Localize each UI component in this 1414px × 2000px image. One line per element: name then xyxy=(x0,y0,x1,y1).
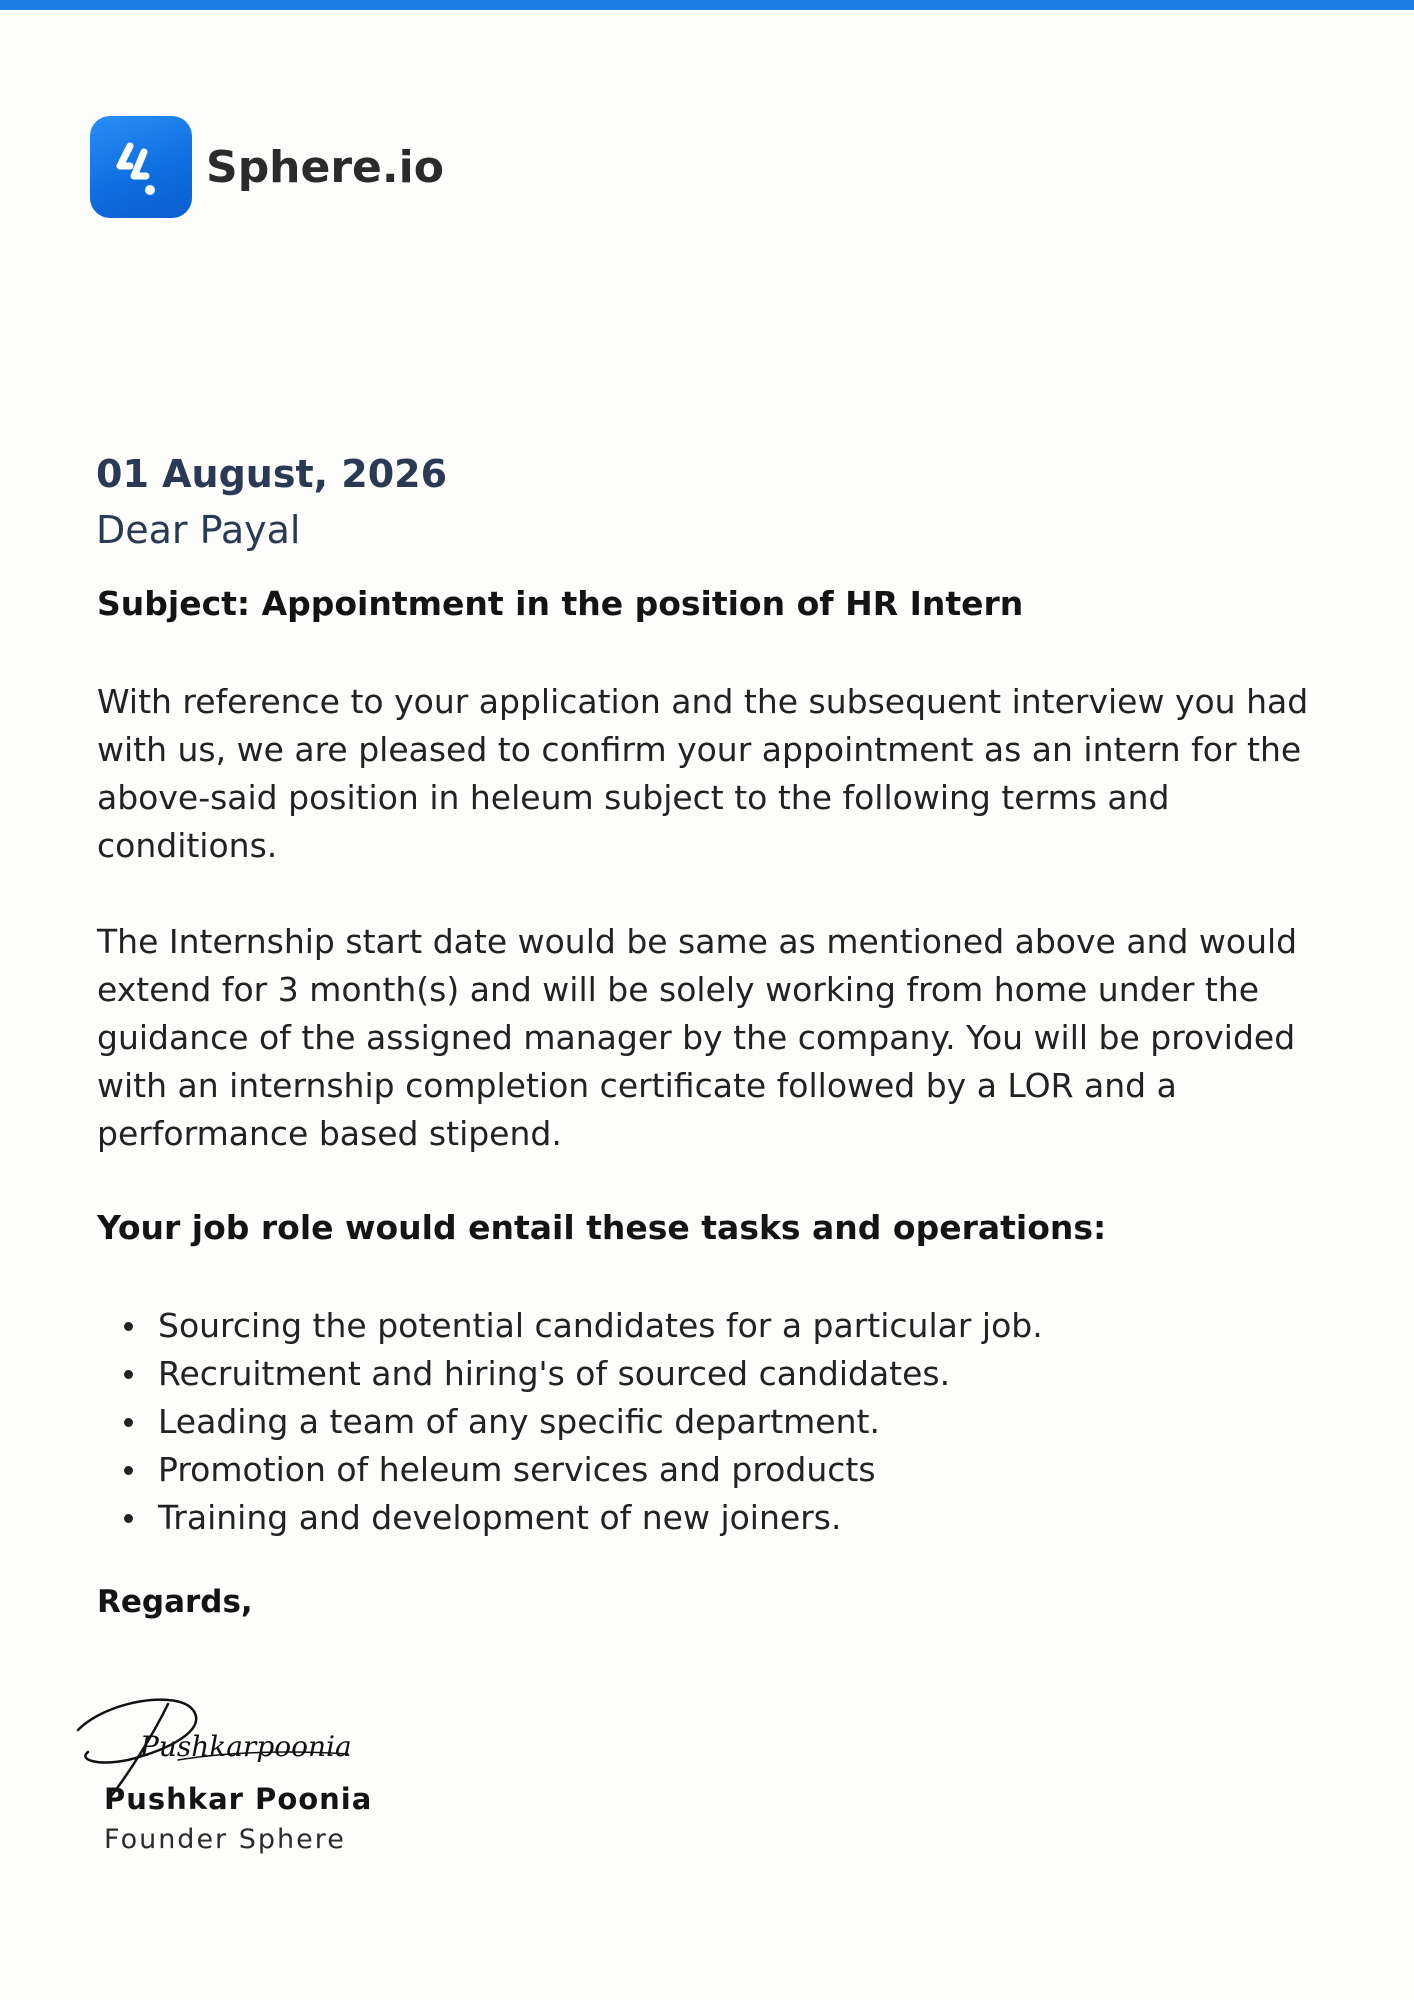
task-text: Recruitment and hiring's of sourced candidates. xyxy=(158,1354,951,1393)
list-item xyxy=(120,1494,1043,1542)
letter-subject: Subject: Appointment in the position of HR Intern xyxy=(97,584,1024,623)
letter-paragraph-2: The Internship start date would be same as mentioned above and would extend for 3 month(s) and will be solely working from home under the guidance of the assigned manager by the company. You will be provided with an internship completion certificate followed by a LOR and a performance based stipend. xyxy=(97,922,1298,1153)
task-text: Training and development of new joiners. xyxy=(158,1498,842,1537)
tasks-list xyxy=(120,1302,1043,1542)
bullet-icon xyxy=(124,1370,133,1379)
signature-text: Pushkarpoonia xyxy=(140,1730,352,1763)
bullet-icon xyxy=(124,1418,133,1427)
bullet-icon xyxy=(124,1466,133,1475)
top-accent-bar xyxy=(0,0,1414,10)
signer-name: Pushkar Poonia xyxy=(104,1782,373,1816)
task-text: Leading a team of any specific department. xyxy=(158,1402,880,1441)
letter-date: 01 August, 2026 xyxy=(96,452,448,496)
sphere-logo-icon xyxy=(90,116,192,218)
list-item xyxy=(120,1446,1043,1494)
bullet-icon xyxy=(124,1514,133,1523)
task-text: Promotion of heleum services and products xyxy=(158,1450,876,1489)
list-item xyxy=(120,1398,1043,1446)
signer-title: Founder Sphere xyxy=(104,1824,346,1855)
list-item xyxy=(120,1350,1043,1398)
brand-logo xyxy=(90,116,444,218)
letter-greeting: Dear Payal xyxy=(96,508,301,552)
list-item xyxy=(120,1302,1043,1350)
letter-closing: Regards, xyxy=(97,1584,253,1620)
task-text: Sourcing the potential candidates for a particular job. xyxy=(158,1306,1043,1345)
tasks-heading: Your job role would entail these tasks and operations: xyxy=(97,1208,1107,1247)
brand-name: Sphere.io xyxy=(206,141,444,193)
letter-paragraph-1: With reference to your application and the subsequent interview you had with us, we are pleased to confirm your appointment as an intern for the above-said position in heleum subject to the following terms and conditions. xyxy=(97,682,1309,865)
bullet-icon xyxy=(124,1322,133,1331)
